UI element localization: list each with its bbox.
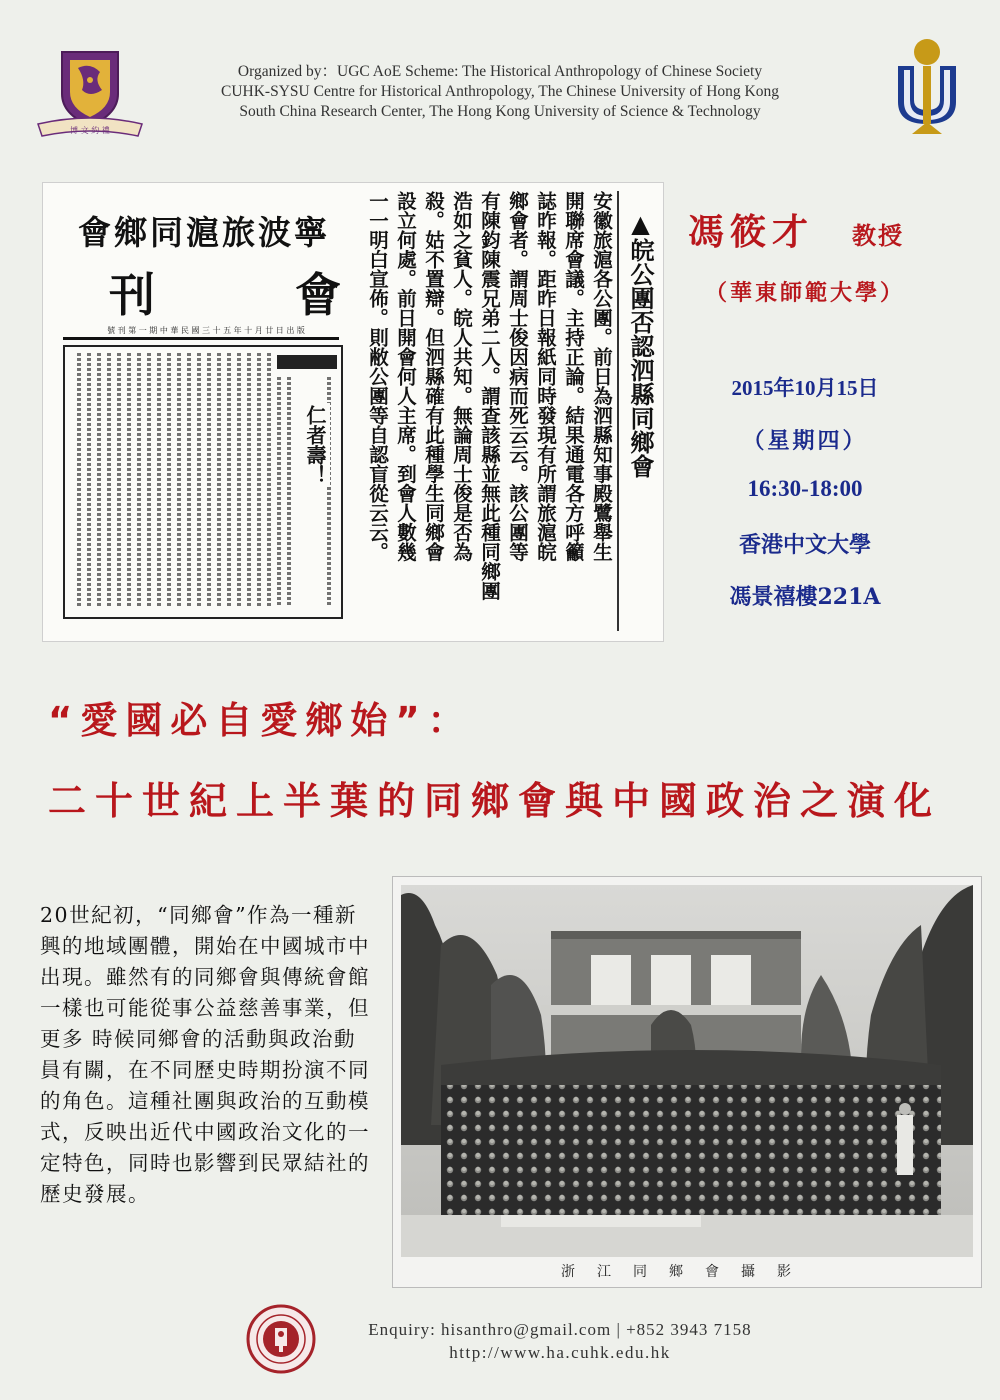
newspaper-rule — [63, 337, 339, 340]
newspaper-article-block — [63, 345, 343, 619]
hkust-logo-icon — [892, 38, 962, 138]
event-time: 16:30-18:00 — [747, 476, 863, 501]
event-venue-room: 馮景禧樓221A — [729, 584, 881, 610]
organizer-line: CUHK-SYSU Centre for Historical Anthropology, The Chinese University of Hong Kong — [221, 83, 779, 100]
event-date: 2015年10月15日 — [731, 376, 879, 400]
newspaper-column: 鄉會者。謂周士俊因病而死云云。該公團等 — [506, 191, 529, 562]
newspaper-column: 殺。姑不置辯。但泗縣確有此種學生同鄉會 — [422, 191, 445, 562]
photo-caption: 浙江同鄉會攝影 — [561, 1264, 813, 1280]
newspaper-clipping-image — [42, 182, 664, 642]
abstract-text: 20世紀初，“同鄉會”作為一種新興的地域團體，開始在中國城市中出現。雖然有的同鄉會與傳統會館一樣也可能從事公益慈善事業，但更多 時候同鄉會的活動與政治動員有關，在不同歷史時期扮演不同的角色。這種社團與政治的互動模式，反映出近代中國政治文化的一定特色，同時也影響到民眾結社的歷史發展。 — [40, 903, 370, 1206]
newspaper-column: 設立何處。前日開會何人主席。到會人數幾 — [394, 191, 417, 562]
newspaper-column: 安徽旅滬各公團。前日為泗縣知事殿鷺舉生 — [590, 191, 613, 562]
organizer-line: South China Research Center, The Hong Kong University of Science & Technology — [239, 103, 761, 120]
newspaper-headline: ▲皖公團否認泗縣同鄉會 — [626, 209, 655, 478]
newspaper-title: 刊 會 — [109, 268, 404, 322]
newspaper-column: 一一明白宣佈。則敝公團等自認盲從云云。 — [366, 191, 389, 562]
group-photo-image — [392, 876, 982, 1288]
speaker-name: 馮筱才 — [688, 211, 815, 253]
newspaper-column: 有陳鈞陳震兄弟二人。謂查該縣並無此種同鄉團 — [478, 191, 501, 601]
enquiry-contact: Enquiry: hisanthro@gmail.com | +852 3943 7158 — [368, 1320, 752, 1339]
organizer-line: Organized by：UGC AoE Scheme: The Historical Anthropology of Chinese Society — [237, 63, 763, 80]
website-link[interactable]: http://www.ha.cuhk.edu.hk — [449, 1343, 671, 1362]
newspaper-column: 浩如之貧人。皖人共知。無論周士俊是否為 — [450, 191, 473, 562]
speaker-affiliation: （華東師範大學） — [704, 280, 905, 306]
organizers-block — [160, 62, 840, 122]
newspaper-motto: 仁者壽！ — [301, 403, 330, 487]
svg-text:博 文 約 禮: 博 文 約 禮 — [70, 126, 110, 135]
newspaper-column: 開聯席會議。主持正論。結果通電各方呼籲 — [562, 191, 585, 562]
cuhk-crest-icon — [34, 46, 146, 140]
headline-rule — [617, 191, 619, 631]
newspaper-column: 誌昨報。距昨日報紙同時發現有所謂旅滬皖 — [534, 191, 557, 562]
newspaper-dateline: 號 刊 第 一 期 中 華 民 國 三 十 五 年 十 月 廿 日 出 版 — [107, 326, 305, 335]
newspaper-masthead: 會鄉同滬旅波寧 — [78, 213, 330, 252]
historical-anthropology-seal-icon — [246, 1304, 316, 1374]
event-venue-university: 香港中文大學 — [738, 532, 871, 558]
speaker-title: 教授 — [852, 221, 904, 250]
talk-title-line1: “愛國必自愛鄉始”： — [48, 699, 473, 742]
event-weekday: （星期四） — [742, 428, 868, 454]
newspaper-article — [351, 183, 663, 641]
newspaper-header-box — [277, 355, 337, 369]
talk-title-line2: 二十世紀上半葉的同鄉會與中國政治之演化 — [48, 779, 942, 823]
